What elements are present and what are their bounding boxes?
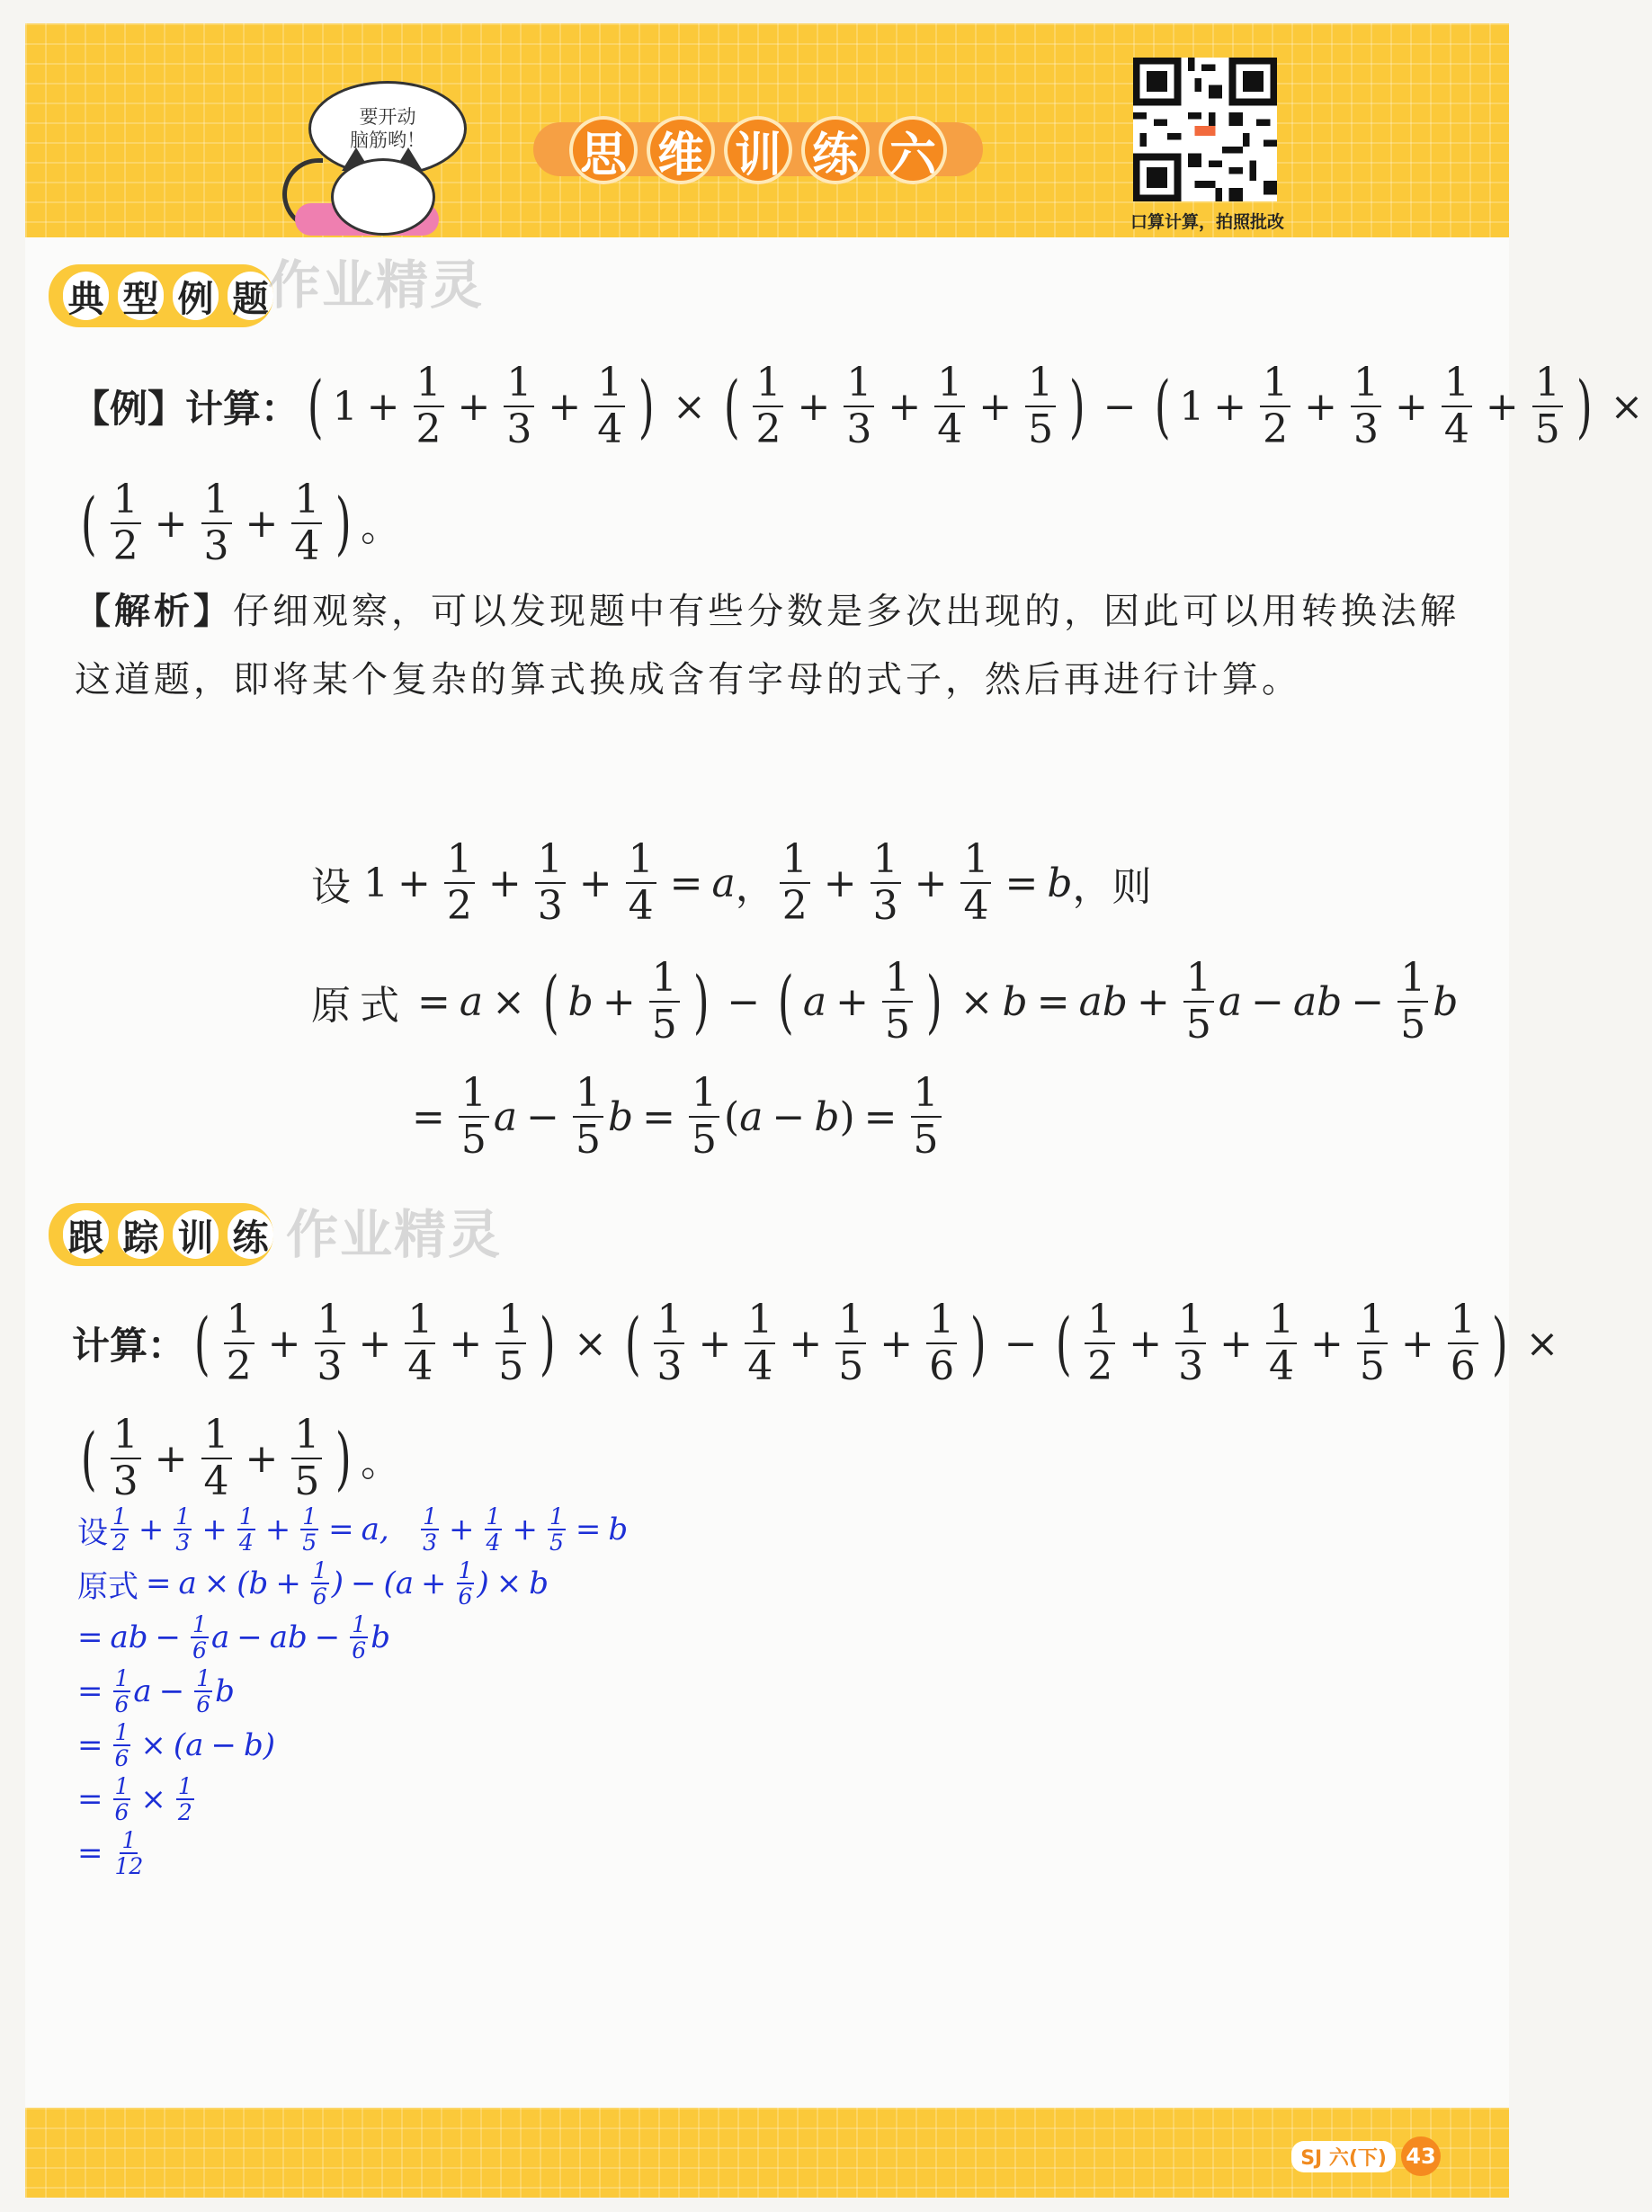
page-badge: [1291, 2136, 1441, 2176]
page-title: [565, 111, 951, 189]
example-tail: 。: [361, 504, 401, 550]
section-badge-practice: [49, 1203, 273, 1266]
title-char: 维: [647, 116, 715, 184]
exercise-expression: 计算： ( $\frac{1}{2}$ + $\frac{1}{3}$ + $\frac{1}{4}$ + $\frac{1}{5}$ ) × ( $\frac{1}{3}$ + $\frac{1}{4}$ + $\frac{1}{5}$ + $\frac{1}{6}$ ) − ( $\frac{1}{2}$ + $\frac{1}{3}$ + $\frac{1}{4}$ + $\frac{1}{5}$ + $\frac{1}{6}$ ) ×: [72, 1297, 1559, 1389]
badge-char: 练: [228, 1210, 273, 1259]
page-footer: [25, 2108, 1509, 2198]
badge-char: 训: [173, 1210, 219, 1259]
watermark: 作业精灵: [286, 1204, 503, 1265]
answer-line-2: 原式 = a × (b + $\frac{1}{6}$ ) − (a + $\frac{1}{6}$ ) × b: [77, 1557, 549, 1610]
answer-set-word: 设: [77, 1514, 108, 1551]
page-header: [25, 23, 1509, 237]
title-char: 训: [724, 116, 792, 184]
analysis-tag: 【解析】: [75, 591, 233, 632]
title-char: 思: [569, 116, 638, 184]
title-char: 练: [801, 116, 870, 184]
solution-set-line: 设 1 + $\frac{1}{2}$ + $\frac{1}{3}$ + $\frac{1}{4}$ = a ， $\frac{1}{2}$ + $\frac{1}{3}$ + $\frac{1}{4}$ = b ， 则: [311, 836, 1152, 929]
solution-step-1: 原式 = a × ( b + $\frac{1}{5}$ ) − ( a + $\frac{1}{5}$ ) × b = ab + $\frac{1}{5}$ a − ab − $\frac{1}{5}$ b: [311, 955, 1459, 1048]
answer-original-word: 原式: [77, 1568, 138, 1605]
example-expression-cont: ( $\frac{1}{2}$ + $\frac{1}{3}$ + $\frac{1}{4}$ ) 。: [80, 477, 401, 569]
answer-line-6: = $\frac{1}{6}$ × $\frac{1}{2}$: [77, 1773, 192, 1825]
exercise-label: 计算：: [72, 1324, 186, 1368]
answer-line-3: = ab − $\frac{1}{6}$ a − ab − $\frac{1}{6}$ b: [77, 1611, 390, 1663]
cat-head-illustration: [331, 158, 435, 236]
example-expression: 【例】计算： ( 1 + $\frac{1}{2}$ + $\frac{1}{3}$ + $\frac{1}{4}$ ) × ( $\frac{1}{2}$ + $\frac{1}{3}$ + $\frac{1}{4}$ + $\frac{1}{5}$ ) − ( 1 + $\frac{1}{2}$ + $\frac{1}{3}$ + $\frac{1}{4}$ + $\frac{1}{5}$ ) ×: [72, 360, 1644, 452]
section-badge-example: [49, 264, 273, 327]
badge-char: 跟: [63, 1210, 109, 1259]
badge-char: 型: [118, 272, 164, 320]
bubble-line-2: 脑筋哟！: [350, 129, 425, 151]
analysis-paragraph: [75, 577, 1478, 714]
title-char: 六: [879, 116, 947, 184]
badge-char: 典: [63, 272, 109, 320]
page: [25, 23, 1644, 2198]
analysis-text: 仔细观察，可以发现题中有些分数是多次出现的，因此可以用转换法解这道题，即将某个复杂的算式换成含有字母的式子，然后再进行计算。: [75, 591, 1460, 700]
then-word: 则: [1112, 864, 1152, 910]
badge-char: 题: [228, 272, 273, 320]
qr-code-icon[interactable]: [1133, 58, 1277, 201]
badge-char: 例: [173, 272, 219, 320]
solution-step-2: = $\frac{1}{5}$ a − $\frac{1}{5}$ b = $\frac{1}{5}$ ( a − b ) = $\frac{1}{5}$: [403, 1074, 946, 1160]
badge-char: 踪: [118, 1210, 164, 1259]
original-word: 原式: [311, 983, 408, 1029]
answer-line-7: = $\frac{1}{12}$: [77, 1827, 144, 1879]
example-label: 【例】计算：: [72, 387, 299, 431]
bubble-line-1: 要开动: [359, 106, 416, 128]
set-word: 设: [311, 864, 351, 910]
page-code: SJ 六(下): [1291, 2141, 1396, 2172]
answer-line-5: = $\frac{1}{6}$ × (a − b): [77, 1719, 275, 1771]
watermark: 作业精灵: [268, 254, 485, 316]
exercise-expression-cont: ( $\frac{1}{3}$ + $\frac{1}{4}$ + $\frac{1}{5}$ ) 。: [80, 1412, 401, 1504]
answer-line-1: 设 $\frac{1}{2}$ + $\frac{1}{3}$ + $\frac{1}{4}$ + $\frac{1}{5}$ = a, $\frac{1}{3}$ + $\frac{1}{4}$ + $\frac{1}{5}$ = b: [77, 1503, 629, 1556]
exercise-tail: 。: [361, 1440, 401, 1485]
page-number: 43: [1401, 2136, 1441, 2176]
qr-caption: 口算计算，拍照批改: [1130, 212, 1284, 232]
answer-line-4: = $\frac{1}{6}$ a − $\frac{1}{6}$ b: [77, 1665, 235, 1717]
